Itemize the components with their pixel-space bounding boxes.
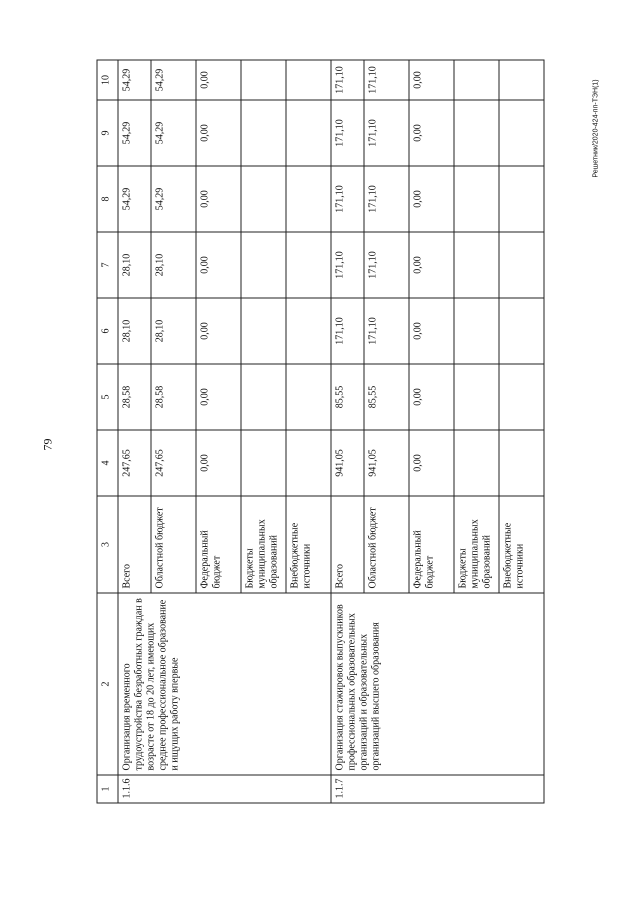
value-cell (499, 430, 544, 496)
funding-source-cell: Областной бюджет (364, 496, 409, 593)
value-cell: 85,55 (364, 364, 409, 430)
header-cell: 7 (97, 232, 118, 298)
item-number-cell: 1.1.7 (331, 775, 544, 803)
value-cell: 171,10 (364, 232, 409, 298)
value-cell: 28,10 (118, 298, 151, 364)
footer-code: Решетник/2020-424-пп-ТЭН(1) (592, 79, 600, 178)
value-cell: 54,29 (118, 60, 151, 100)
value-cell (454, 60, 499, 100)
funding-source-cell: Внебюджетные источники (499, 496, 544, 593)
value-cell (454, 166, 499, 232)
value-cell: 171,10 (364, 60, 409, 100)
funding-source-cell: Бюджеты муниципальных образований (454, 496, 499, 593)
value-cell: 0,00 (409, 364, 454, 430)
value-cell (499, 100, 544, 166)
item-title-cell: Организация стажировок выпускников профессиональных образовательных организаций и образовательных организаций высшего образования (331, 593, 544, 775)
value-cell: 0,00 (196, 60, 241, 100)
funding-source-cell: Федеральный бюджет (196, 496, 241, 593)
value-cell: 171,10 (331, 166, 364, 232)
value-cell (454, 364, 499, 430)
funding-source-cell: Федеральный бюджет (409, 496, 454, 593)
value-cell (286, 232, 331, 298)
header-row (97, 60, 118, 803)
value-cell: 941,05 (364, 430, 409, 496)
value-cell (454, 100, 499, 166)
page-number: 79 (40, 438, 55, 451)
value-cell (241, 298, 286, 364)
value-cell: 0,00 (409, 60, 454, 100)
funding-source-cell: Областной бюджет (151, 496, 196, 593)
value-cell: 171,10 (331, 100, 364, 166)
header-cell: 2 (97, 593, 118, 775)
funding-source-cell: Всего (331, 496, 364, 593)
value-cell: 54,29 (118, 166, 151, 232)
funding-source-cell: Бюджеты муниципальных образований (241, 496, 286, 593)
value-cell (241, 60, 286, 100)
value-cell (454, 430, 499, 496)
value-cell: 0,00 (196, 430, 241, 496)
value-cell (499, 60, 544, 100)
table-row (118, 60, 151, 803)
table-row (331, 60, 364, 803)
item-title-cell: Организация временного трудоустройства безработных граждан в возрасте от 18 до 20 лет, имеющих среднее профессиональное образование и ищущих работу впервые (118, 593, 331, 775)
value-cell: 171,10 (331, 60, 364, 100)
value-cell (241, 166, 286, 232)
value-cell (286, 298, 331, 364)
header-cell: 9 (97, 100, 118, 166)
value-cell (286, 166, 331, 232)
header-cell: 5 (97, 364, 118, 430)
value-cell (454, 232, 499, 298)
value-cell: 28,58 (118, 364, 151, 430)
item-number-cell: 1.1.6 (118, 775, 331, 803)
value-cell: 85,55 (331, 364, 364, 430)
value-cell: 28,10 (151, 232, 196, 298)
value-cell: 247,65 (118, 430, 151, 496)
value-cell (286, 430, 331, 496)
value-cell: 28,10 (118, 232, 151, 298)
value-cell (241, 430, 286, 496)
value-cell (241, 100, 286, 166)
value-cell: 0,00 (409, 166, 454, 232)
value-cell: 0,00 (409, 100, 454, 166)
header-cell: 4 (97, 430, 118, 496)
header-cell: 3 (97, 496, 118, 593)
funding-source-cell: Внебюджетные источники (286, 496, 331, 593)
value-cell: 171,10 (364, 298, 409, 364)
value-cell: 0,00 (196, 232, 241, 298)
value-cell (454, 298, 499, 364)
rotated-table-wrapper (97, 61, 577, 804)
value-cell: 941,05 (331, 430, 364, 496)
value-cell (286, 60, 331, 100)
value-cell: 171,10 (331, 298, 364, 364)
value-cell (499, 166, 544, 232)
header-cell: 6 (97, 298, 118, 364)
value-cell: 171,10 (331, 232, 364, 298)
value-cell (286, 100, 331, 166)
table-body (97, 60, 544, 803)
value-cell: 171,10 (364, 100, 409, 166)
value-cell: 0,00 (196, 166, 241, 232)
value-cell: 28,58 (151, 364, 196, 430)
value-cell (499, 364, 544, 430)
value-cell: 0,00 (196, 364, 241, 430)
value-cell (286, 364, 331, 430)
value-cell (499, 232, 544, 298)
value-cell: 54,29 (118, 100, 151, 166)
value-cell: 54,29 (151, 166, 196, 232)
value-cell: 0,00 (409, 430, 454, 496)
header-cell: 8 (97, 166, 118, 232)
value-cell: 0,00 (196, 298, 241, 364)
value-cell: 28,10 (151, 298, 196, 364)
header-cell: 10 (97, 60, 118, 100)
value-cell: 247,65 (151, 430, 196, 496)
value-cell: 0,00 (196, 100, 241, 166)
value-cell: 54,29 (151, 100, 196, 166)
value-cell (241, 232, 286, 298)
header-cell: 1 (97, 775, 118, 803)
budget-table (97, 60, 545, 804)
value-cell: 0,00 (409, 298, 454, 364)
value-cell: 54,29 (151, 60, 196, 100)
value-cell: 171,10 (364, 166, 409, 232)
value-cell (499, 298, 544, 364)
value-cell: 0,00 (409, 232, 454, 298)
value-cell (241, 364, 286, 430)
funding-source-cell: Всего (118, 496, 151, 593)
